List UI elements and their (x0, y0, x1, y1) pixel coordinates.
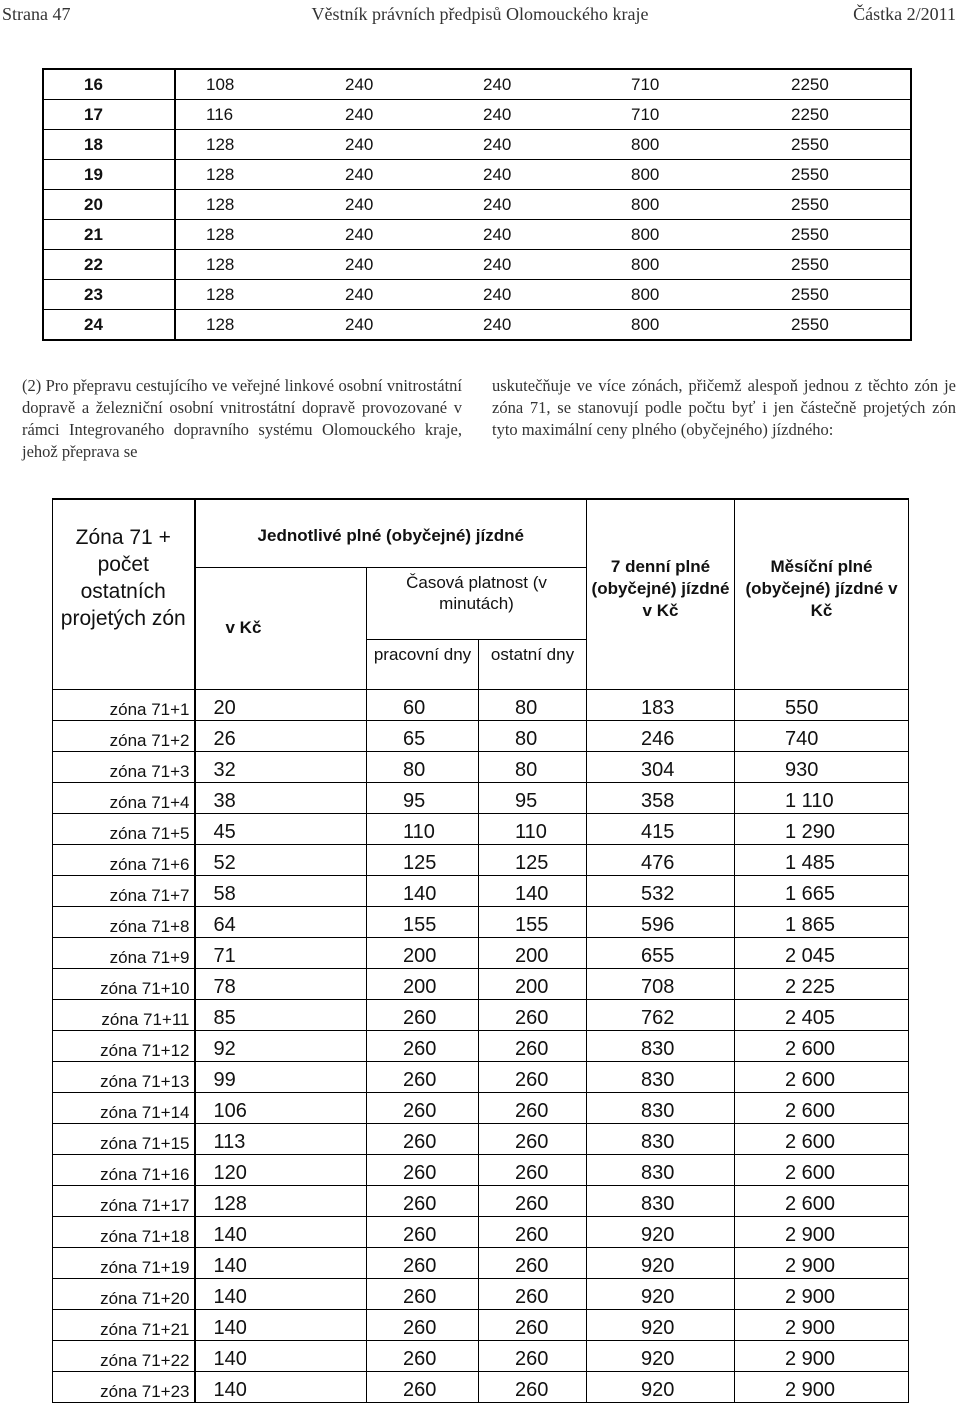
table-row (53, 1309, 909, 1340)
value-cell: 2550 (761, 280, 911, 310)
zone-label-cell: zóna 71+12 (53, 1030, 195, 1061)
table-row (53, 782, 909, 813)
otherday-validity-cell: 260 (479, 1030, 587, 1061)
value-cell: 240 (315, 190, 453, 220)
value-cell: 240 (315, 220, 453, 250)
weekly-price-cell: 830 (587, 1154, 735, 1185)
weekly-price-cell: 415 (587, 813, 735, 844)
table-row (53, 1030, 909, 1061)
table-row (53, 875, 909, 906)
otherday-validity-cell: 260 (479, 1278, 587, 1309)
workday-validity-cell: 260 (367, 1278, 479, 1309)
value-cell: 2550 (761, 190, 911, 220)
workday-validity-cell: 155 (367, 906, 479, 937)
value-cell: 2250 (761, 69, 911, 100)
otherday-validity-cell: 260 (479, 1185, 587, 1216)
zone-header: Zóna 71 + počet ostatních projetých zón (53, 499, 195, 689)
zone-count-cell: 17 (43, 100, 175, 130)
value-cell: 800 (601, 220, 761, 250)
workday-validity-cell: 260 (367, 1092, 479, 1123)
weekly-price-cell: 655 (587, 937, 735, 968)
workday-validity-cell: 110 (367, 813, 479, 844)
price-cell: 20 (195, 689, 367, 720)
table-row (53, 1185, 909, 1216)
value-cell: 240 (315, 130, 453, 160)
workday-validity-cell: 260 (367, 1247, 479, 1278)
otherdays-header: ostatní dny (479, 639, 587, 689)
table-row (43, 69, 911, 100)
weekly-price-cell: 532 (587, 875, 735, 906)
price-cell: 140 (195, 1216, 367, 1247)
workday-validity-cell: 260 (367, 1371, 479, 1402)
value-cell: 800 (601, 310, 761, 341)
table-row (53, 937, 909, 968)
journal-title: Věstník právních předpisů Olomouckého kraje (311, 4, 649, 24)
table-row (43, 160, 911, 190)
value-cell: 128 (175, 250, 315, 280)
zone-label-cell: zóna 71+8 (53, 906, 195, 937)
otherday-validity-cell: 260 (479, 1154, 587, 1185)
workday-validity-cell: 260 (367, 1216, 479, 1247)
workday-validity-cell: 260 (367, 999, 479, 1030)
table-row (53, 1061, 909, 1092)
monthly-price-cell: 2 600 (735, 1061, 909, 1092)
paragraph-left-column (22, 375, 462, 463)
monthly-price-cell: 2 045 (735, 937, 909, 968)
price-cell: 128 (195, 1185, 367, 1216)
zone-label-cell: zóna 71+19 (53, 1247, 195, 1278)
value-cell: 240 (453, 310, 601, 341)
otherday-validity-cell: 200 (479, 937, 587, 968)
table-row (43, 220, 911, 250)
table-row (53, 968, 909, 999)
weekly-price-cell: 920 (587, 1247, 735, 1278)
monthly-price-cell: 1 485 (735, 844, 909, 875)
price-cell: 92 (195, 1030, 367, 1061)
monthly-price-cell: 1 290 (735, 813, 909, 844)
price-cell: 64 (195, 906, 367, 937)
table-row (53, 1278, 909, 1309)
monthly-price-cell: 2 600 (735, 1185, 909, 1216)
workday-validity-cell: 125 (367, 844, 479, 875)
weekly-price-cell: 830 (587, 1061, 735, 1092)
otherday-validity-cell: 140 (479, 875, 587, 906)
value-cell: 240 (453, 250, 601, 280)
table-row (43, 100, 911, 130)
weekly-price-cell: 830 (587, 1123, 735, 1154)
weekly-price-cell: 358 (587, 782, 735, 813)
zone-count-cell: 23 (43, 280, 175, 310)
zone-count-cell: 16 (43, 69, 175, 100)
monthly-price-cell: 2 225 (735, 968, 909, 999)
weekly-price-cell: 920 (587, 1278, 735, 1309)
table-row (53, 1123, 909, 1154)
value-cell: 128 (175, 280, 315, 310)
workday-validity-cell: 260 (367, 1154, 479, 1185)
value-cell: 240 (315, 310, 453, 341)
price-cell: 26 (195, 720, 367, 751)
zone-label-cell: zóna 71+18 (53, 1216, 195, 1247)
value-cell: 128 (175, 220, 315, 250)
otherday-validity-cell: 260 (479, 1371, 587, 1402)
validity-header: Časová platnost (v minutách) (367, 567, 587, 639)
otherday-validity-cell: 200 (479, 968, 587, 999)
weekly-price-cell: 183 (587, 689, 735, 720)
monthly-fare-header: Měsíční plné (obyčejné) jízdné v Kč (735, 499, 909, 689)
zone-label-cell: zóna 71+13 (53, 1061, 195, 1092)
zone-label-cell: zóna 71+23 (53, 1371, 195, 1402)
zone-label-cell: zóna 71+22 (53, 1340, 195, 1371)
zone-label-cell: zóna 71+16 (53, 1154, 195, 1185)
price-cell: 140 (195, 1247, 367, 1278)
monthly-price-cell: 2 900 (735, 1278, 909, 1309)
workdays-header: pracovní dny (367, 639, 479, 689)
monthly-price-cell: 1 110 (735, 782, 909, 813)
paragraph-text-right: uskutečňuje ve více zónách, přičemž alespoň jednou z těchto zón je zóna 71, se stanovují podle počtu byť i jen částečně projetých zón tyto maximální ceny plného (obyčejného) jízdného: (492, 376, 956, 439)
table-row (53, 1340, 909, 1371)
value-cell: 240 (315, 280, 453, 310)
zone-label-cell: zóna 71+9 (53, 937, 195, 968)
table-row (43, 280, 911, 310)
otherday-validity-cell: 80 (479, 751, 587, 782)
table-row (53, 1371, 909, 1402)
zone-label-cell: zóna 71+5 (53, 813, 195, 844)
weekly-price-cell: 920 (587, 1371, 735, 1402)
monthly-price-cell: 2 900 (735, 1216, 909, 1247)
value-cell: 128 (175, 310, 315, 341)
workday-validity-cell: 80 (367, 751, 479, 782)
single-fare-header: Jednotlivé plné (obyčejné) jízdné (195, 499, 587, 567)
zone-count-cell: 20 (43, 190, 175, 220)
otherday-validity-cell: 260 (479, 1061, 587, 1092)
monthly-price-cell: 1 865 (735, 906, 909, 937)
value-cell: 800 (601, 250, 761, 280)
price-cell: 58 (195, 875, 367, 906)
price-cell: 140 (195, 1371, 367, 1402)
weekly-price-cell: 246 (587, 720, 735, 751)
paragraph-text-left: (2) Pro přepravu cestujícího ve veřejné linkové osobní vnitrostátní dopravě a železniční osobní vnitrostátní dopravě provozované v rámci Integrovaného dopravního systému Olomouckého kraje, jehož přeprava se (22, 376, 462, 461)
price-cell: 140 (195, 1340, 367, 1371)
table-row (43, 250, 911, 280)
value-cell: 240 (453, 160, 601, 190)
value-cell: 108 (175, 69, 315, 100)
value-cell: 240 (315, 160, 453, 190)
zone-count-cell: 24 (43, 310, 175, 341)
table-row (53, 720, 909, 751)
otherday-validity-cell: 80 (479, 720, 587, 751)
weekly-price-cell: 708 (587, 968, 735, 999)
weekly-price-cell: 920 (587, 1216, 735, 1247)
monthly-price-cell: 1 665 (735, 875, 909, 906)
zone-count-cell: 22 (43, 250, 175, 280)
zone-label-cell: zóna 71+10 (53, 968, 195, 999)
value-cell: 240 (453, 280, 601, 310)
table-row (53, 999, 909, 1030)
weekly-price-cell: 830 (587, 1030, 735, 1061)
weekly-price-cell: 920 (587, 1340, 735, 1371)
weekly-price-cell: 762 (587, 999, 735, 1030)
otherday-validity-cell: 125 (479, 844, 587, 875)
zone-label-cell: zóna 71+17 (53, 1185, 195, 1216)
otherday-validity-cell: 260 (479, 1092, 587, 1123)
table-row (43, 130, 911, 160)
workday-validity-cell: 200 (367, 937, 479, 968)
value-cell: 240 (315, 250, 453, 280)
zone-label-cell: zóna 71+21 (53, 1309, 195, 1340)
zone-label-cell: zóna 71+6 (53, 844, 195, 875)
table-row (53, 906, 909, 937)
zone-71-fare-table (52, 498, 909, 1403)
zone-count-cell: 21 (43, 220, 175, 250)
value-cell: 2250 (761, 100, 911, 130)
price-cell: 106 (195, 1092, 367, 1123)
value-cell: 128 (175, 190, 315, 220)
weekly-price-cell: 830 (587, 1185, 735, 1216)
value-cell: 128 (175, 160, 315, 190)
value-cell: 710 (601, 100, 761, 130)
weekly-price-cell: 476 (587, 844, 735, 875)
price-cell: 120 (195, 1154, 367, 1185)
monthly-price-cell: 2 405 (735, 999, 909, 1030)
monthly-price-cell: 2 900 (735, 1340, 909, 1371)
otherday-validity-cell: 260 (479, 1123, 587, 1154)
table-row (53, 1216, 909, 1247)
value-cell: 240 (315, 69, 453, 100)
otherday-validity-cell: 260 (479, 1340, 587, 1371)
value-cell: 800 (601, 280, 761, 310)
value-cell: 240 (453, 220, 601, 250)
zone-label-cell: zóna 71+4 (53, 782, 195, 813)
price-cell: 78 (195, 968, 367, 999)
page-number: Strana 47 (2, 4, 71, 24)
table-row (43, 310, 911, 341)
zone-label-cell: zóna 71+1 (53, 689, 195, 720)
otherday-validity-cell: 260 (479, 999, 587, 1030)
price-header: v Kč (195, 567, 367, 689)
workday-validity-cell: 260 (367, 1123, 479, 1154)
zone-label-cell: zóna 71+15 (53, 1123, 195, 1154)
weekly-fare-header: 7 denní plné (obyčejné) jízdné v Kč (587, 499, 735, 689)
value-cell: 240 (315, 100, 453, 130)
price-cell: 140 (195, 1278, 367, 1309)
paragraph-right-column (492, 375, 956, 441)
price-cell: 99 (195, 1061, 367, 1092)
otherday-validity-cell: 155 (479, 906, 587, 937)
zone-label-cell: zóna 71+11 (53, 999, 195, 1030)
workday-validity-cell: 260 (367, 1061, 479, 1092)
table-row (53, 1247, 909, 1278)
value-cell: 800 (601, 130, 761, 160)
zone-label-cell: zóna 71+20 (53, 1278, 195, 1309)
monthly-price-cell: 2 600 (735, 1123, 909, 1154)
value-cell: 800 (601, 160, 761, 190)
price-cell: 45 (195, 813, 367, 844)
weekly-price-cell: 920 (587, 1309, 735, 1340)
workday-validity-cell: 200 (367, 968, 479, 999)
price-cell: 113 (195, 1123, 367, 1154)
monthly-price-cell: 740 (735, 720, 909, 751)
value-cell: 2550 (761, 160, 911, 190)
zone-count-cell: 19 (43, 160, 175, 190)
otherday-validity-cell: 260 (479, 1247, 587, 1278)
monthly-price-cell: 2 900 (735, 1309, 909, 1340)
weekly-price-cell: 596 (587, 906, 735, 937)
weekly-price-cell: 304 (587, 751, 735, 782)
table-row (43, 190, 911, 220)
otherday-validity-cell: 110 (479, 813, 587, 844)
value-cell: 240 (453, 69, 601, 100)
price-cell: 38 (195, 782, 367, 813)
workday-validity-cell: 260 (367, 1030, 479, 1061)
price-cell: 52 (195, 844, 367, 875)
price-cell: 32 (195, 751, 367, 782)
workday-validity-cell: 140 (367, 875, 479, 906)
monthly-price-cell: 2 900 (735, 1371, 909, 1402)
monthly-price-cell: 2 600 (735, 1154, 909, 1185)
workday-validity-cell: 65 (367, 720, 479, 751)
zone-label-cell: zóna 71+7 (53, 875, 195, 906)
value-cell: 2550 (761, 220, 911, 250)
weekly-price-cell: 830 (587, 1092, 735, 1123)
table-row (53, 844, 909, 875)
zone-count-cell: 18 (43, 130, 175, 160)
zone-label-cell: zóna 71+3 (53, 751, 195, 782)
table-row (53, 751, 909, 782)
workday-validity-cell: 95 (367, 782, 479, 813)
value-cell: 240 (453, 190, 601, 220)
value-cell: 240 (453, 100, 601, 130)
value-cell: 2550 (761, 250, 911, 280)
value-cell: 2550 (761, 130, 911, 160)
value-cell: 710 (601, 69, 761, 100)
price-cell: 71 (195, 937, 367, 968)
value-cell: 128 (175, 130, 315, 160)
zone-label-cell: zóna 71+14 (53, 1092, 195, 1123)
zone-label-cell: zóna 71+2 (53, 720, 195, 751)
table-row (53, 813, 909, 844)
table-row (53, 1092, 909, 1123)
workday-validity-cell: 260 (367, 1185, 479, 1216)
issue-number: Částka 2/2011 (853, 4, 956, 24)
page-header (0, 2, 960, 28)
fare-table-continued (42, 68, 912, 341)
otherday-validity-cell: 80 (479, 689, 587, 720)
monthly-price-cell: 2 900 (735, 1247, 909, 1278)
value-cell: 116 (175, 100, 315, 130)
workday-validity-cell: 60 (367, 689, 479, 720)
workday-validity-cell: 260 (367, 1309, 479, 1340)
table-row (53, 689, 909, 720)
monthly-price-cell: 550 (735, 689, 909, 720)
price-cell: 85 (195, 999, 367, 1030)
value-cell: 2550 (761, 310, 911, 341)
monthly-price-cell: 2 600 (735, 1092, 909, 1123)
workday-validity-cell: 260 (367, 1340, 479, 1371)
monthly-price-cell: 2 600 (735, 1030, 909, 1061)
otherday-validity-cell: 260 (479, 1216, 587, 1247)
value-cell: 800 (601, 190, 761, 220)
price-cell: 140 (195, 1309, 367, 1340)
monthly-price-cell: 930 (735, 751, 909, 782)
table-row (53, 1154, 909, 1185)
otherday-validity-cell: 260 (479, 1309, 587, 1340)
value-cell: 240 (453, 130, 601, 160)
otherday-validity-cell: 95 (479, 782, 587, 813)
